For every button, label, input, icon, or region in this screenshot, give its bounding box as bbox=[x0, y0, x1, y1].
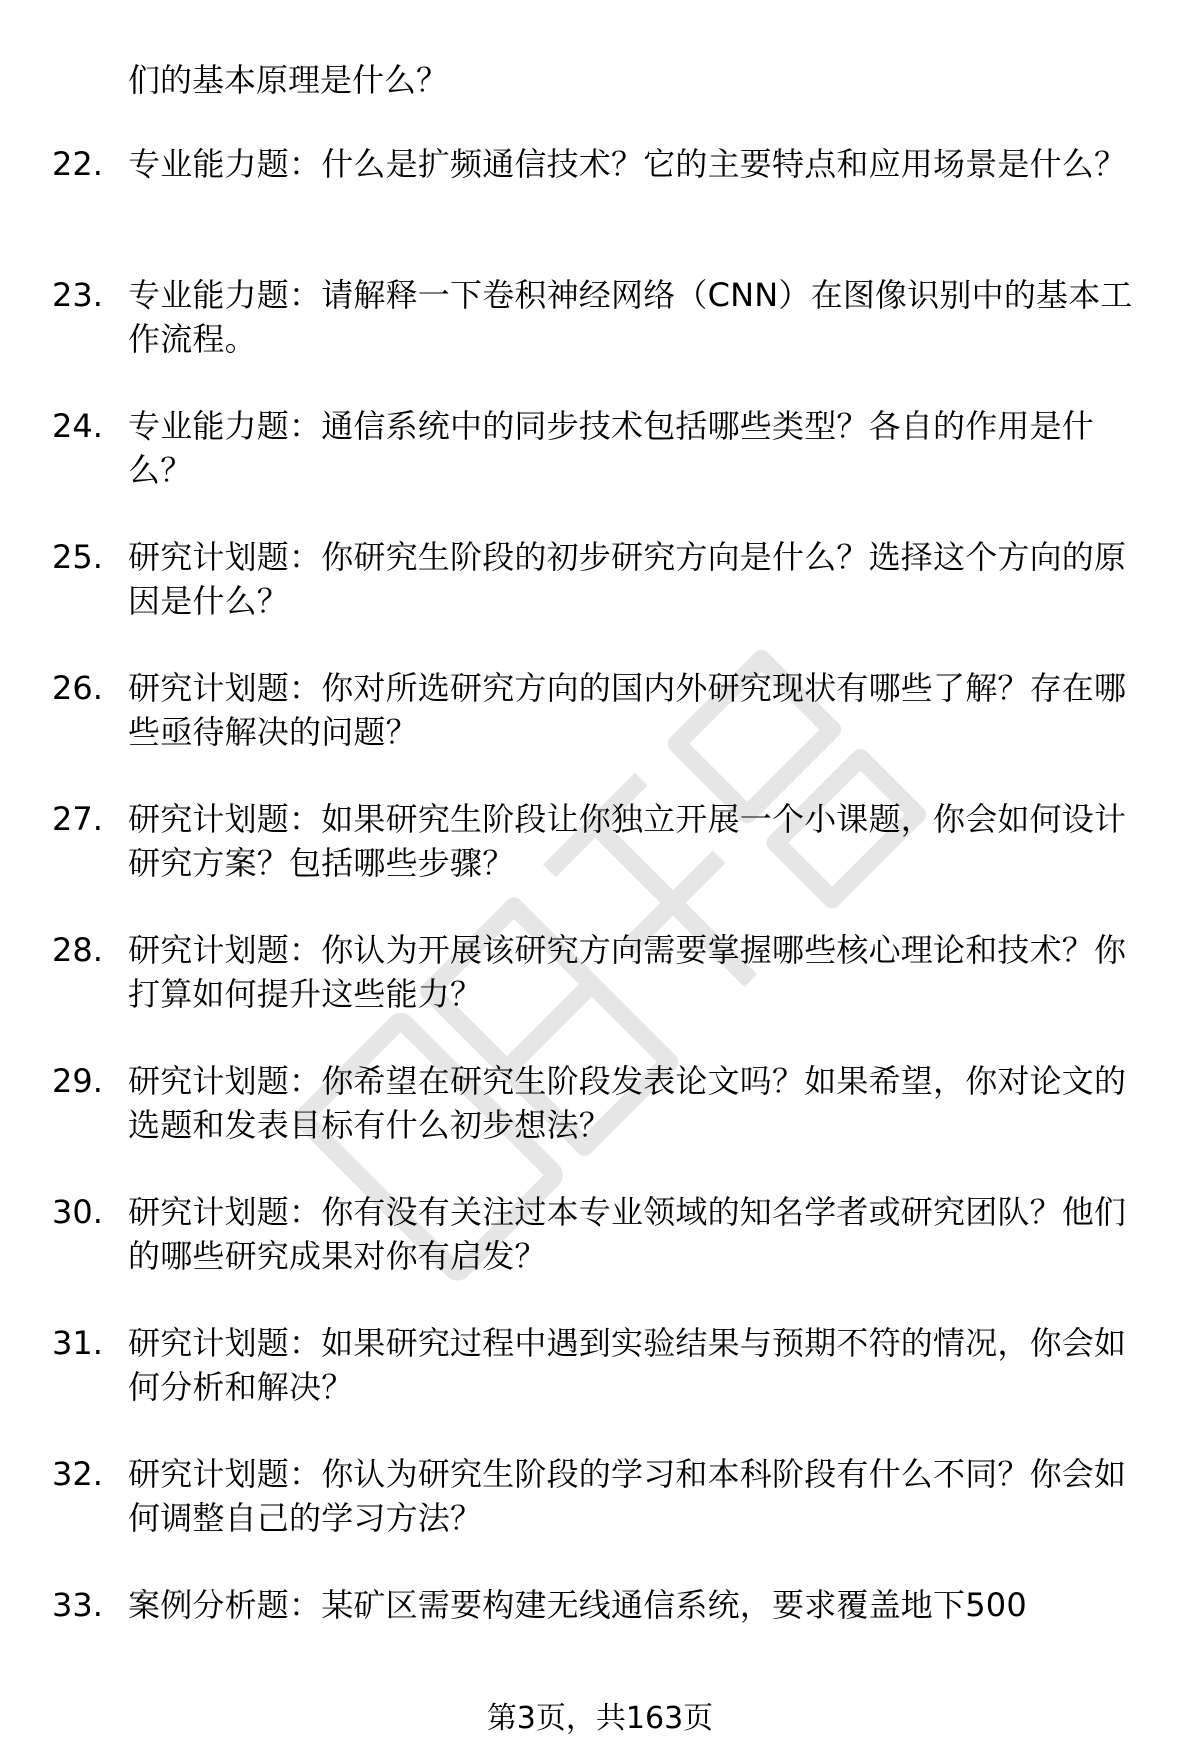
question-item bbox=[0, 928, 1200, 1059]
question-text: 研究计划题：如果研究生阶段让你独立开展一个小课题，你会如何设计研究方案？包括哪些步骤？ bbox=[128, 800, 1127, 882]
question-text: 研究计划题：你认为开展该研究方向需要掌握哪些核心理论和技术？你打算如何提升这些能力？ bbox=[128, 931, 1127, 1013]
question-text: 研究计划题：你认为研究生阶段的学习和本科阶段有什么不同？你会如何调整自己的学习方法？ bbox=[128, 1455, 1127, 1537]
question-text: 专业能力题：通信系统中的同步技术包括哪些类型？各自的作用是什么？ bbox=[128, 407, 1095, 489]
question-item bbox=[0, 666, 1200, 797]
question-item bbox=[0, 1321, 1200, 1452]
question-item bbox=[0, 1190, 1200, 1321]
question-number: 24. bbox=[52, 407, 103, 445]
question-number: 30. bbox=[52, 1193, 103, 1231]
question-number: 25. bbox=[52, 538, 103, 576]
question-text: 研究计划题：你有没有关注过本专业领域的知名学者或研究团队？他们的哪些研究成果对你有启发？ bbox=[128, 1193, 1127, 1275]
question-text: 研究计划题：你研究生阶段的初步研究方向是什么？选择这个方向的原因是什么？ bbox=[128, 538, 1127, 620]
question-text: 专业能力题：什么是扩频通信技术？它的主要特点和应用场景是什么？ bbox=[128, 145, 1127, 183]
question-item bbox=[0, 535, 1200, 666]
question-number: 23. bbox=[52, 276, 103, 314]
question-text: 研究计划题：你希望在研究生阶段发表论文吗？如果希望，你对论文的选题和发表目标有什么初步想法？ bbox=[128, 1062, 1127, 1144]
question-number: 22. bbox=[52, 145, 103, 183]
question-number: 26. bbox=[52, 669, 103, 707]
question-list bbox=[0, 142, 1200, 1714]
question-text: 研究计划题：你对所选研究方向的国内外研究现状有哪些了解？存在哪些亟待解决的问题？ bbox=[128, 669, 1127, 751]
question-number: 28. bbox=[52, 931, 103, 969]
question-number: 29. bbox=[52, 1062, 103, 1100]
continuation-line: 们的基本原理是什么？ bbox=[128, 61, 449, 99]
question-item bbox=[0, 404, 1200, 535]
page-number-footer: 第3页，共163页 bbox=[486, 1701, 714, 1736]
question-text: 案例分析题：某矿区需要构建无线通信系统，要求覆盖地下500 bbox=[128, 1586, 1027, 1624]
question-number: 32. bbox=[52, 1455, 103, 1493]
question-text: 研究计划题：如果研究过程中遇到实验结果与预期不符的情况，你会如何分析和解决？ bbox=[128, 1324, 1127, 1406]
question-number: 27. bbox=[52, 800, 103, 838]
question-item bbox=[0, 797, 1200, 928]
question-item bbox=[0, 273, 1200, 404]
question-item bbox=[0, 142, 1200, 273]
question-item bbox=[0, 1452, 1200, 1583]
question-number: 31. bbox=[52, 1324, 103, 1362]
question-number: 33. bbox=[52, 1586, 103, 1624]
question-item bbox=[0, 1059, 1200, 1190]
question-item bbox=[0, 1583, 1200, 1714]
question-text: 专业能力题：请解释一下卷积神经网络（CNN）在图像识别中的基本工作流程。 bbox=[128, 276, 1133, 358]
